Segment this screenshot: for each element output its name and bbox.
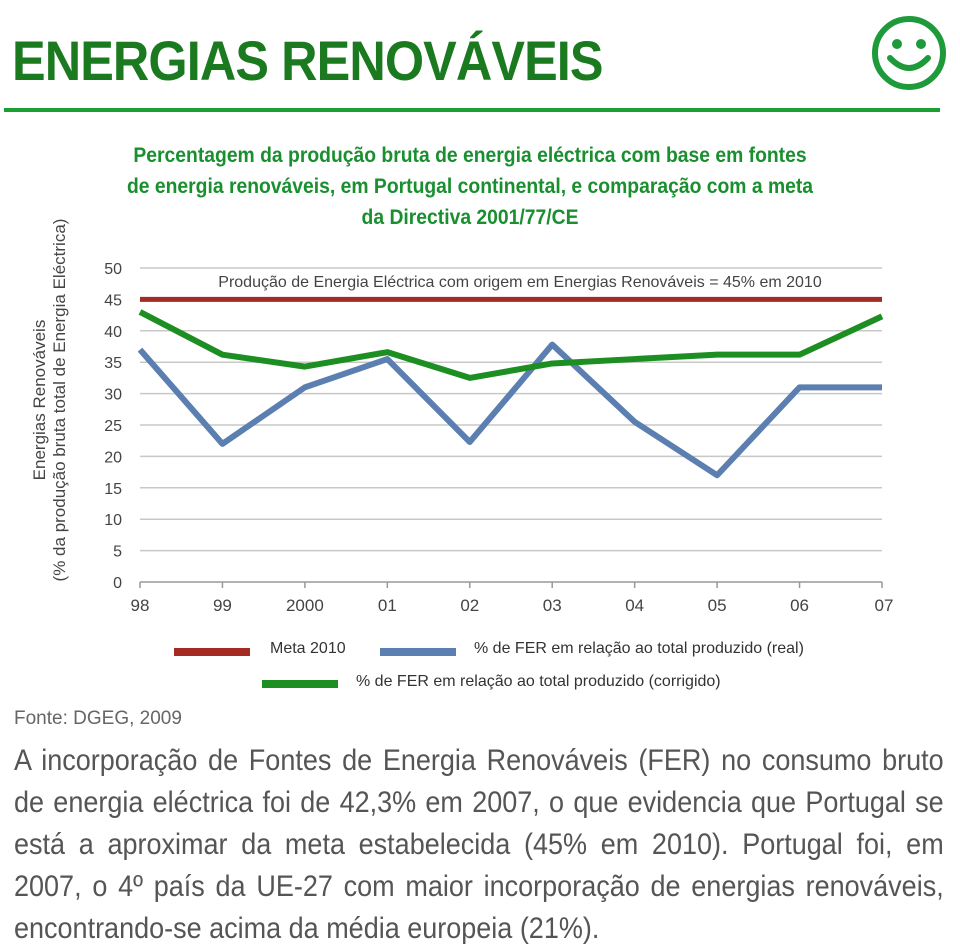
y-tick-label: 45 [104, 292, 122, 310]
y-tick-label: 35 [104, 355, 122, 373]
legend-label-meta: Meta 2010 [270, 640, 346, 657]
x-tick-label: 99 [212, 596, 232, 615]
y-axis-label: Energias Renováveis (% da produção bruta total de Energia Eléctrica) [30, 218, 69, 582]
chart-title: Percentagem da produção bruta de energia eléctrica com base em fontes de energia renováveis, em Portugal continental, e comparação com a meta da Directiva 2001/77/CE [126, 144, 814, 229]
body-paragraph: A incorporação de Fontes de Energia Renováveis (FER) no consumo bruto de energia eléctrica foi de 42,3% em 2007, o que evidencia que Portugal se está a aproximar da meta estabelecida (45% em 2010). Portugal foi, em 2007, o 4º país da UE-27 com maior incorporação de energias renováveis, encontrando-se acima da média europeia (21%). [14, 744, 944, 945]
x-tick-label: 05 [707, 596, 727, 615]
series-line-2 [140, 312, 882, 378]
x-tick-label: 02 [460, 596, 480, 615]
chart-annotation: Produção de Energia Eléctrica com origem em Energias Renováveis = 45% em 2010 [218, 274, 822, 291]
series-line-1 [140, 345, 882, 476]
x-tick-label: 04 [625, 596, 645, 615]
x-tick-label: 01 [377, 596, 397, 615]
legend-swatch-meta [174, 648, 250, 656]
source-note: Fonte: DGEG, 2009 [14, 708, 182, 729]
x-tick-label: 03 [542, 596, 562, 615]
legend-label-real: % de FER em relação ao total produzido (real) [474, 640, 804, 657]
y-tick-label: 10 [104, 512, 122, 530]
y-tick-label: 5 [113, 543, 122, 561]
y-tick-label: 25 [104, 418, 122, 435]
page-title: ENERGIAS RENOVÁVEIS [12, 29, 603, 92]
legend-swatch-real [380, 648, 456, 656]
legend-swatch-corrigido [262, 680, 338, 688]
y-tick-label: 40 [104, 323, 122, 341]
x-tick-label: 06 [790, 596, 810, 615]
y-tick-label: 0 [113, 575, 122, 592]
legend-label-corrigido: % de FER em relação ao total produzido (corrigido) [356, 673, 721, 690]
y-tick-label: 30 [104, 386, 122, 404]
y-tick-label: 20 [104, 449, 122, 467]
x-tick-label: 98 [130, 596, 150, 615]
x-tick-label: 07 [874, 596, 894, 615]
y-tick-label: 50 [104, 261, 122, 278]
x-tick-label: 2000 [285, 596, 324, 615]
y-tick-label: 15 [104, 480, 122, 498]
